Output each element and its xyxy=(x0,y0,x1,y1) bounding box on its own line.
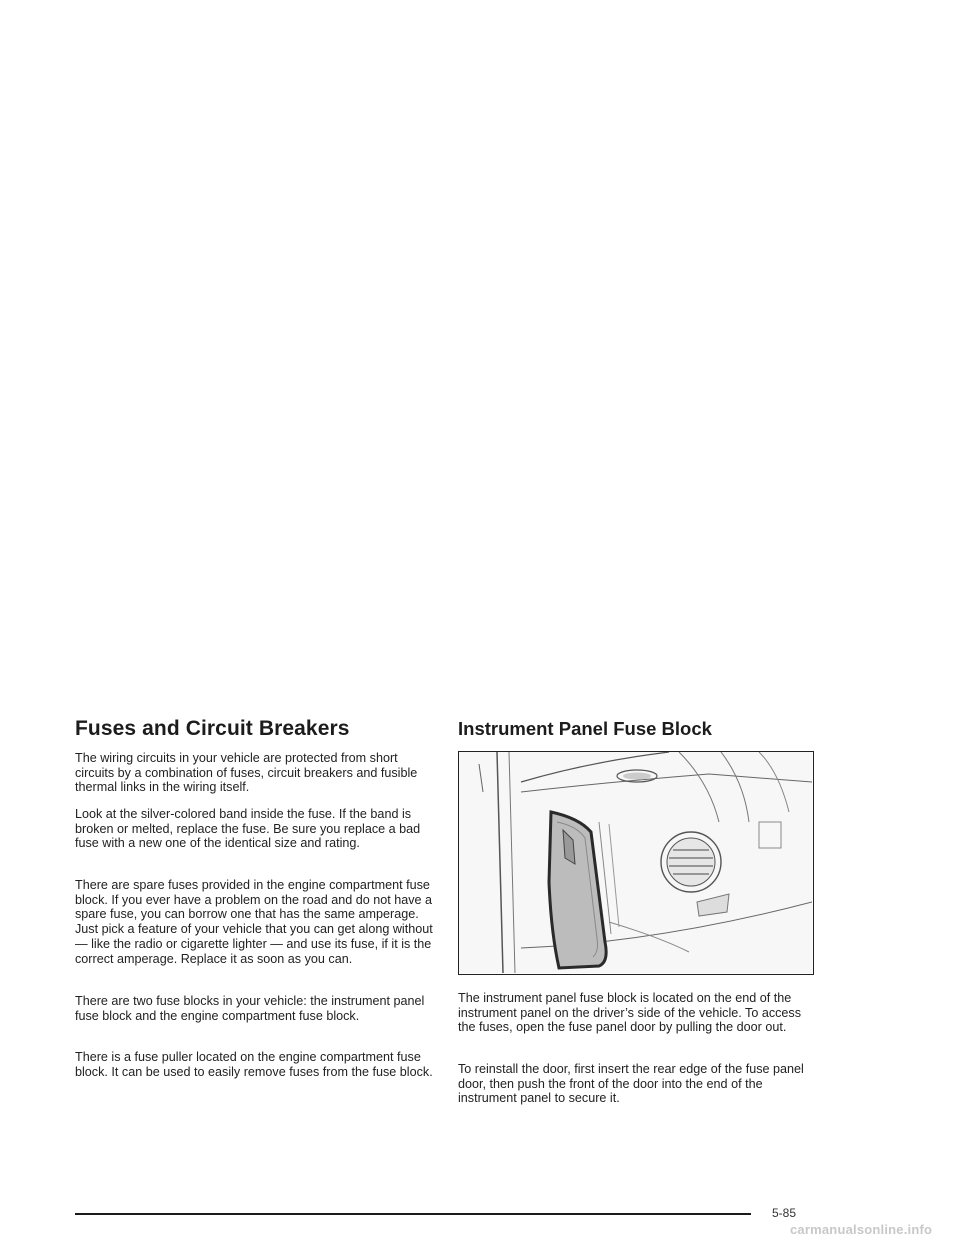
paragraph-6: The instrument panel fuse block is located on the end of the instrument panel on the driver’s side of the vehicle. To access the fuses, open the fuse panel door by pulling the door out. xyxy=(458,991,802,1035)
paragraph-1: The wiring circuits in your vehicle are protected from short circuits by a combination of fuses, circuit breakers and fusible thermal links in the wiring itself. xyxy=(75,751,418,795)
instrument-panel-fuse-block-illustration xyxy=(458,751,814,975)
paragraph-4: There are two fuse blocks in your vehicle: the instrument panel fuse block and the engine compartment fuse block. xyxy=(75,994,425,1023)
paragraph-3: There are spare fuses provided in the engine compartment fuse block. If you ever have a problem on the road and do not have a spare fuse, you can borrow one that has the same amperage. Just pick a feature of your vehicle that you can get along without — like the radio or cigarette lighter — and use its fuse, if it is the correct amperage. Replace it as soon as you can. xyxy=(75,878,433,966)
section-heading-instrument-panel: Instrument Panel Fuse Block xyxy=(458,718,712,739)
paragraph-2: Look at the silver-colored band inside the fuse. If the band is broken or melted, replace the fuse. Be sure you replace a bad fuse with a new one of the identical size and rating. xyxy=(75,807,421,851)
dashboard-illustration-svg xyxy=(459,752,812,973)
watermark: carmanualsonline.info xyxy=(790,1222,933,1237)
paragraph-7: To reinstall the door, first insert the rear edge of the fuse panel door, then push the front of the door into the end of the instrument panel to secure it. xyxy=(458,1062,804,1106)
page-number: 5-85 xyxy=(772,1206,797,1220)
section-heading-fuses: Fuses and Circuit Breakers xyxy=(75,717,350,740)
footer-rule xyxy=(75,1213,751,1215)
paragraph-5: There is a fuse puller located on the engine compartment fuse block. It can be used to easily remove fuses from the fuse block. xyxy=(75,1050,433,1079)
